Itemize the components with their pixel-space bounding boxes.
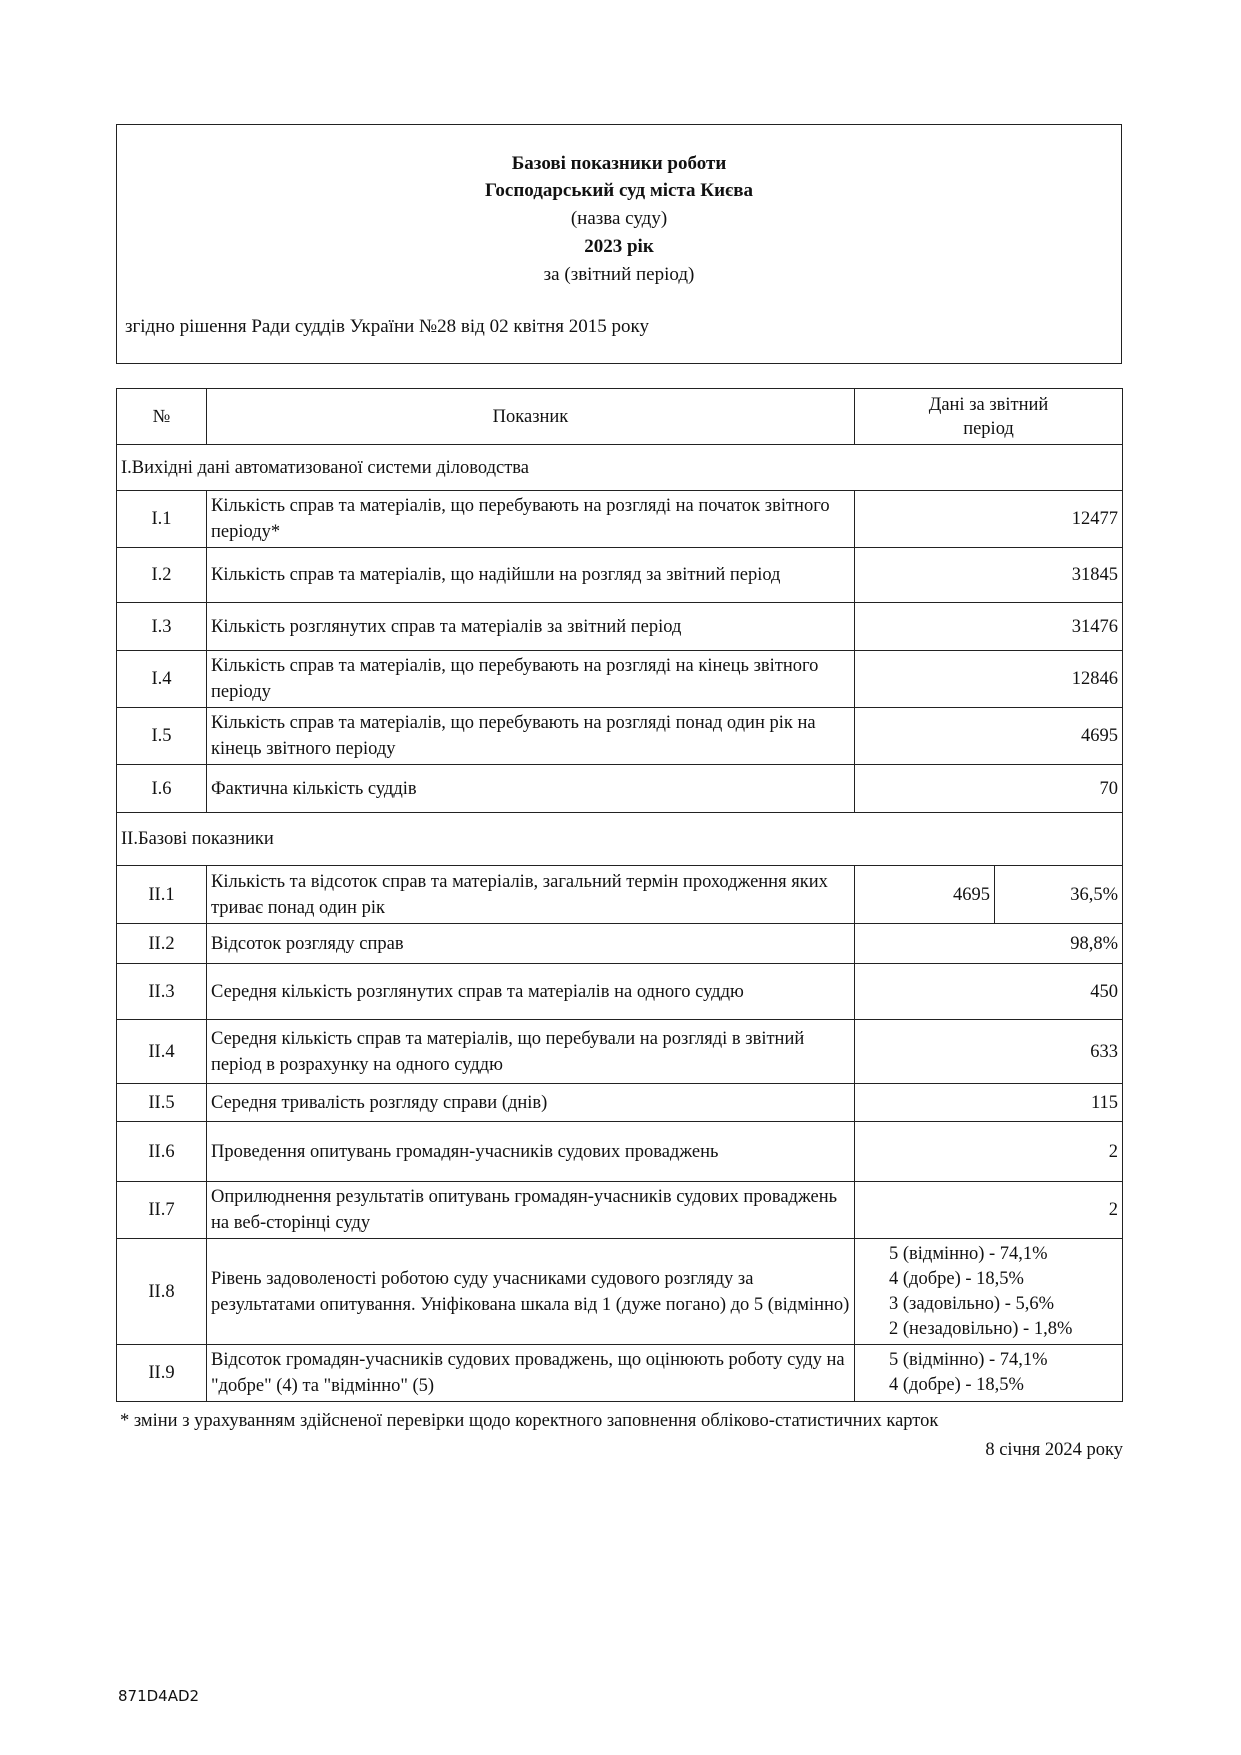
row-value: 12477: [855, 491, 1123, 548]
row-value: 4695: [855, 708, 1123, 765]
scale-value-4: 4 (добре) - 18,5%: [889, 1268, 1024, 1289]
row-number: ІІ.9: [117, 1345, 207, 1402]
row-number: І.3: [117, 603, 207, 651]
row-number: ІІ.5: [117, 1084, 207, 1122]
section-row: [117, 813, 1123, 866]
document-code: 871D4AD2: [118, 1687, 200, 1705]
indicators-table: [116, 388, 1123, 1402]
row-indicator: Рівень задоволеності роботою суду учасниками судового розгляду за результатами опитування. Уніфікована шкала від 1 (дуже погано) до 5 (відмінно): [207, 1239, 855, 1345]
report-header-box: [116, 124, 1122, 364]
row-value: 31845: [855, 548, 1123, 603]
rating-value-4: 4 (добре) - 18,5%: [889, 1375, 1024, 1395]
row-value: 115: [855, 1084, 1123, 1122]
row-number: І.2: [117, 548, 207, 603]
scale-value-5: 5 (відмінно) - 74,1%: [889, 1243, 1048, 1264]
rating-value-5: 5 (відмінно) - 74,1%: [889, 1350, 1048, 1370]
row-value: 2: [855, 1122, 1123, 1182]
row-number: ІІ.1: [117, 866, 207, 924]
row-indicator: Оприлюднення результатів опитувань громадян-учасників судових проваджень на веб-сторінці суду: [207, 1182, 855, 1239]
court-name: Господарський суд міста Києва: [484, 180, 753, 201]
col-header-value-line1: Дані за звітний: [928, 394, 1049, 415]
satisfaction-scale-values: [855, 1239, 1123, 1345]
report-date: 8 січня 2024 року: [985, 1440, 1123, 1460]
row-number: І.6: [117, 765, 207, 813]
row-value: 450: [855, 964, 1123, 1020]
row-value: 2: [855, 1182, 1123, 1239]
row-indicator: Відсоток розгляду справ: [207, 924, 855, 964]
positive-rating-values: [855, 1345, 1123, 1402]
col-header-value: [855, 389, 1123, 445]
report-basis: згідно рішення Ради суддів України №28 від 02 квітня 2015 року: [125, 316, 649, 337]
row-number: ІІ.6: [117, 1122, 207, 1182]
row-indicator: Проведення опитувань громадян-учасників судових проваджень: [207, 1122, 855, 1182]
row-value: 633: [855, 1020, 1123, 1084]
table-row: [117, 1084, 1123, 1122]
court-name-caption: (назва суду): [570, 208, 668, 229]
col-header-value-line2: період: [963, 418, 1014, 439]
section-row: [117, 445, 1123, 491]
col-header-number: №: [117, 389, 207, 445]
row-indicator: Кількість справ та матеріалів, що перебувають на розгляді понад один рік на кінець звітного періоду: [207, 708, 855, 765]
scale-value-2: 2 (незадовільно) - 1,8%: [889, 1318, 1073, 1339]
row-number: ІІ.2: [117, 924, 207, 964]
row-indicator: Середня кількість справ та матеріалів, що перебували на розгляді в звітний період в розрахунку на одного суддю: [207, 1020, 855, 1084]
table-row: [117, 1345, 1123, 1402]
table-row: [117, 603, 1123, 651]
row-number: ІІ.3: [117, 964, 207, 1020]
row-indicator: Кількість розглянутих справ та матеріалів за звітний період: [207, 603, 855, 651]
row-value-count: 4695: [855, 866, 995, 924]
row-number: І.1: [117, 491, 207, 548]
table-row: [117, 924, 1123, 964]
report-title: Базові показники роботи: [511, 153, 727, 174]
section-title-2: ІІ.Базові показники: [117, 813, 1123, 866]
table-row: [117, 491, 1123, 548]
row-indicator: Кількість та відсоток справ та матеріалів, загальний термін проходження яких триває понад один рік: [207, 866, 855, 924]
table-row: [117, 1239, 1123, 1345]
scale-value-3: 3 (задовільно) - 5,6%: [889, 1293, 1055, 1314]
row-number: ІІ.4: [117, 1020, 207, 1084]
row-indicator: Середня кількість розглянутих справ та матеріалів на одного суддю: [207, 964, 855, 1020]
table-row: [117, 964, 1123, 1020]
row-indicator: Відсоток громадян-учасників судових проваджень, що оцінюють роботу суду на "добре" (4) та "відмінно" (5): [207, 1345, 855, 1402]
table-row: [117, 1122, 1123, 1182]
table-header-row: [117, 389, 1123, 445]
table-row: [117, 1182, 1123, 1239]
row-number: І.5: [117, 708, 207, 765]
table-row: [117, 651, 1123, 708]
table-row: [117, 708, 1123, 765]
row-indicator: Кількість справ та матеріалів, що перебувають на розгляді на кінець звітного періоду: [207, 651, 855, 708]
row-number: ІІ.8: [117, 1239, 207, 1345]
row-value: 70: [855, 765, 1123, 813]
row-value: 31476: [855, 603, 1123, 651]
report-year: 2023 рік: [584, 236, 654, 257]
footnote: * зміни з урахуванням здійсненої перевірки щодо коректного заповнення обліково-статистичних карток: [120, 1411, 939, 1431]
row-number: ІІ.7: [117, 1182, 207, 1239]
row-number: І.4: [117, 651, 207, 708]
table-row: [117, 866, 1123, 924]
table-row: [117, 765, 1123, 813]
row-indicator: Кількість справ та матеріалів, що надійшли на розгляд за звітний період: [207, 548, 855, 603]
table-row: [117, 548, 1123, 603]
row-indicator: Фактична кількість суддів: [207, 765, 855, 813]
row-indicator: Кількість справ та матеріалів, що перебувають на розгляді на початок звітного періоду*: [207, 491, 855, 548]
table-row: [117, 1020, 1123, 1084]
row-value: 98,8%: [855, 924, 1123, 964]
report-period-caption: за (звітний період): [543, 264, 695, 285]
row-value-percent: 36,5%: [995, 866, 1123, 924]
section-title-1: І.Вихідні дані автоматизованої системи діловодства: [117, 445, 1123, 491]
row-value: 12846: [855, 651, 1123, 708]
col-header-indicator: Показник: [207, 389, 855, 445]
row-indicator: Середня тривалість розгляду справи (днів): [207, 1084, 855, 1122]
